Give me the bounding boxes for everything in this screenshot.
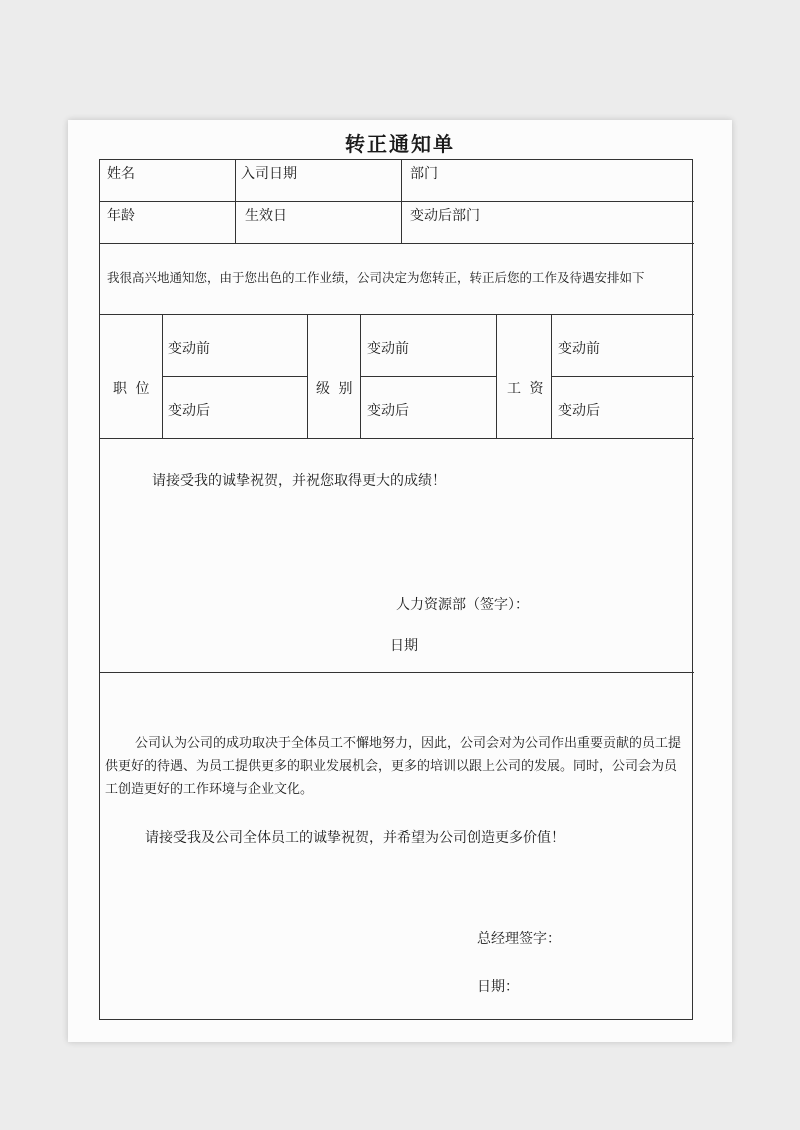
form-table bbox=[99, 159, 693, 1020]
col-divider bbox=[235, 160, 236, 243]
cell-divider bbox=[360, 376, 496, 377]
salary-before: 变动前 bbox=[558, 341, 600, 357]
row-divider bbox=[100, 672, 694, 673]
col-divider bbox=[307, 314, 308, 438]
level-after: 变动后 bbox=[367, 403, 409, 419]
notice-text: 我很高兴地通知您，由于您出色的工作业绩，公司决定为您转正，转正后您的工作及待遇安排如下 bbox=[107, 270, 645, 285]
congrats-text: 请接受我的诚挚祝贺，并祝您取得更大的成绩！ bbox=[152, 473, 446, 489]
row-divider bbox=[100, 438, 694, 439]
level-before: 变动前 bbox=[367, 341, 409, 357]
gm-date-label: 日期： bbox=[477, 979, 519, 995]
age-label: 年龄 bbox=[107, 208, 135, 224]
position-after: 变动后 bbox=[168, 403, 210, 419]
row-divider bbox=[100, 201, 694, 202]
cell-divider bbox=[162, 376, 308, 377]
position-label: 职 位 bbox=[113, 381, 152, 397]
gm-signature-label: 总经理签字： bbox=[477, 931, 561, 947]
row-divider bbox=[100, 314, 694, 315]
company-paragraph: 公司认为公司的成功取决于全体员工不懈地努力，因此，公司会对为公司作出重要贡献的员工提供更好的待遇、为员工提供更多的职业发展机会，更多的培训以跟上公司的发展。同时，公司会为员工创造更好的工作环境与企业文化。 bbox=[105, 736, 682, 797]
hr-signature-label: 人力资源部（签字）： bbox=[396, 597, 529, 613]
department-label: 部门 bbox=[410, 166, 438, 182]
hr-date-label: 日期 bbox=[390, 638, 418, 654]
col-divider bbox=[162, 314, 163, 438]
document-title: 转正通知单 bbox=[345, 132, 455, 156]
col-divider bbox=[496, 314, 497, 438]
new-department-label: 变动后部门 bbox=[410, 208, 480, 224]
effective-date-label: 生效日 bbox=[245, 208, 287, 224]
col-divider bbox=[401, 160, 402, 243]
salary-label: 工 资 bbox=[507, 381, 546, 397]
salary-after: 变动后 bbox=[558, 403, 600, 419]
col-divider bbox=[360, 314, 361, 438]
level-label: 级 别 bbox=[316, 381, 355, 397]
name-label: 姓名 bbox=[107, 166, 135, 182]
company-congrats-text: 请接受我及公司全体员工的诚挚祝贺，并希望为公司创造更多价值！ bbox=[145, 830, 565, 846]
col-divider bbox=[551, 314, 552, 438]
cell-divider bbox=[551, 376, 694, 377]
position-before: 变动前 bbox=[168, 341, 210, 357]
row-divider bbox=[100, 243, 694, 244]
entry-date-label: 入司日期 bbox=[241, 166, 297, 182]
